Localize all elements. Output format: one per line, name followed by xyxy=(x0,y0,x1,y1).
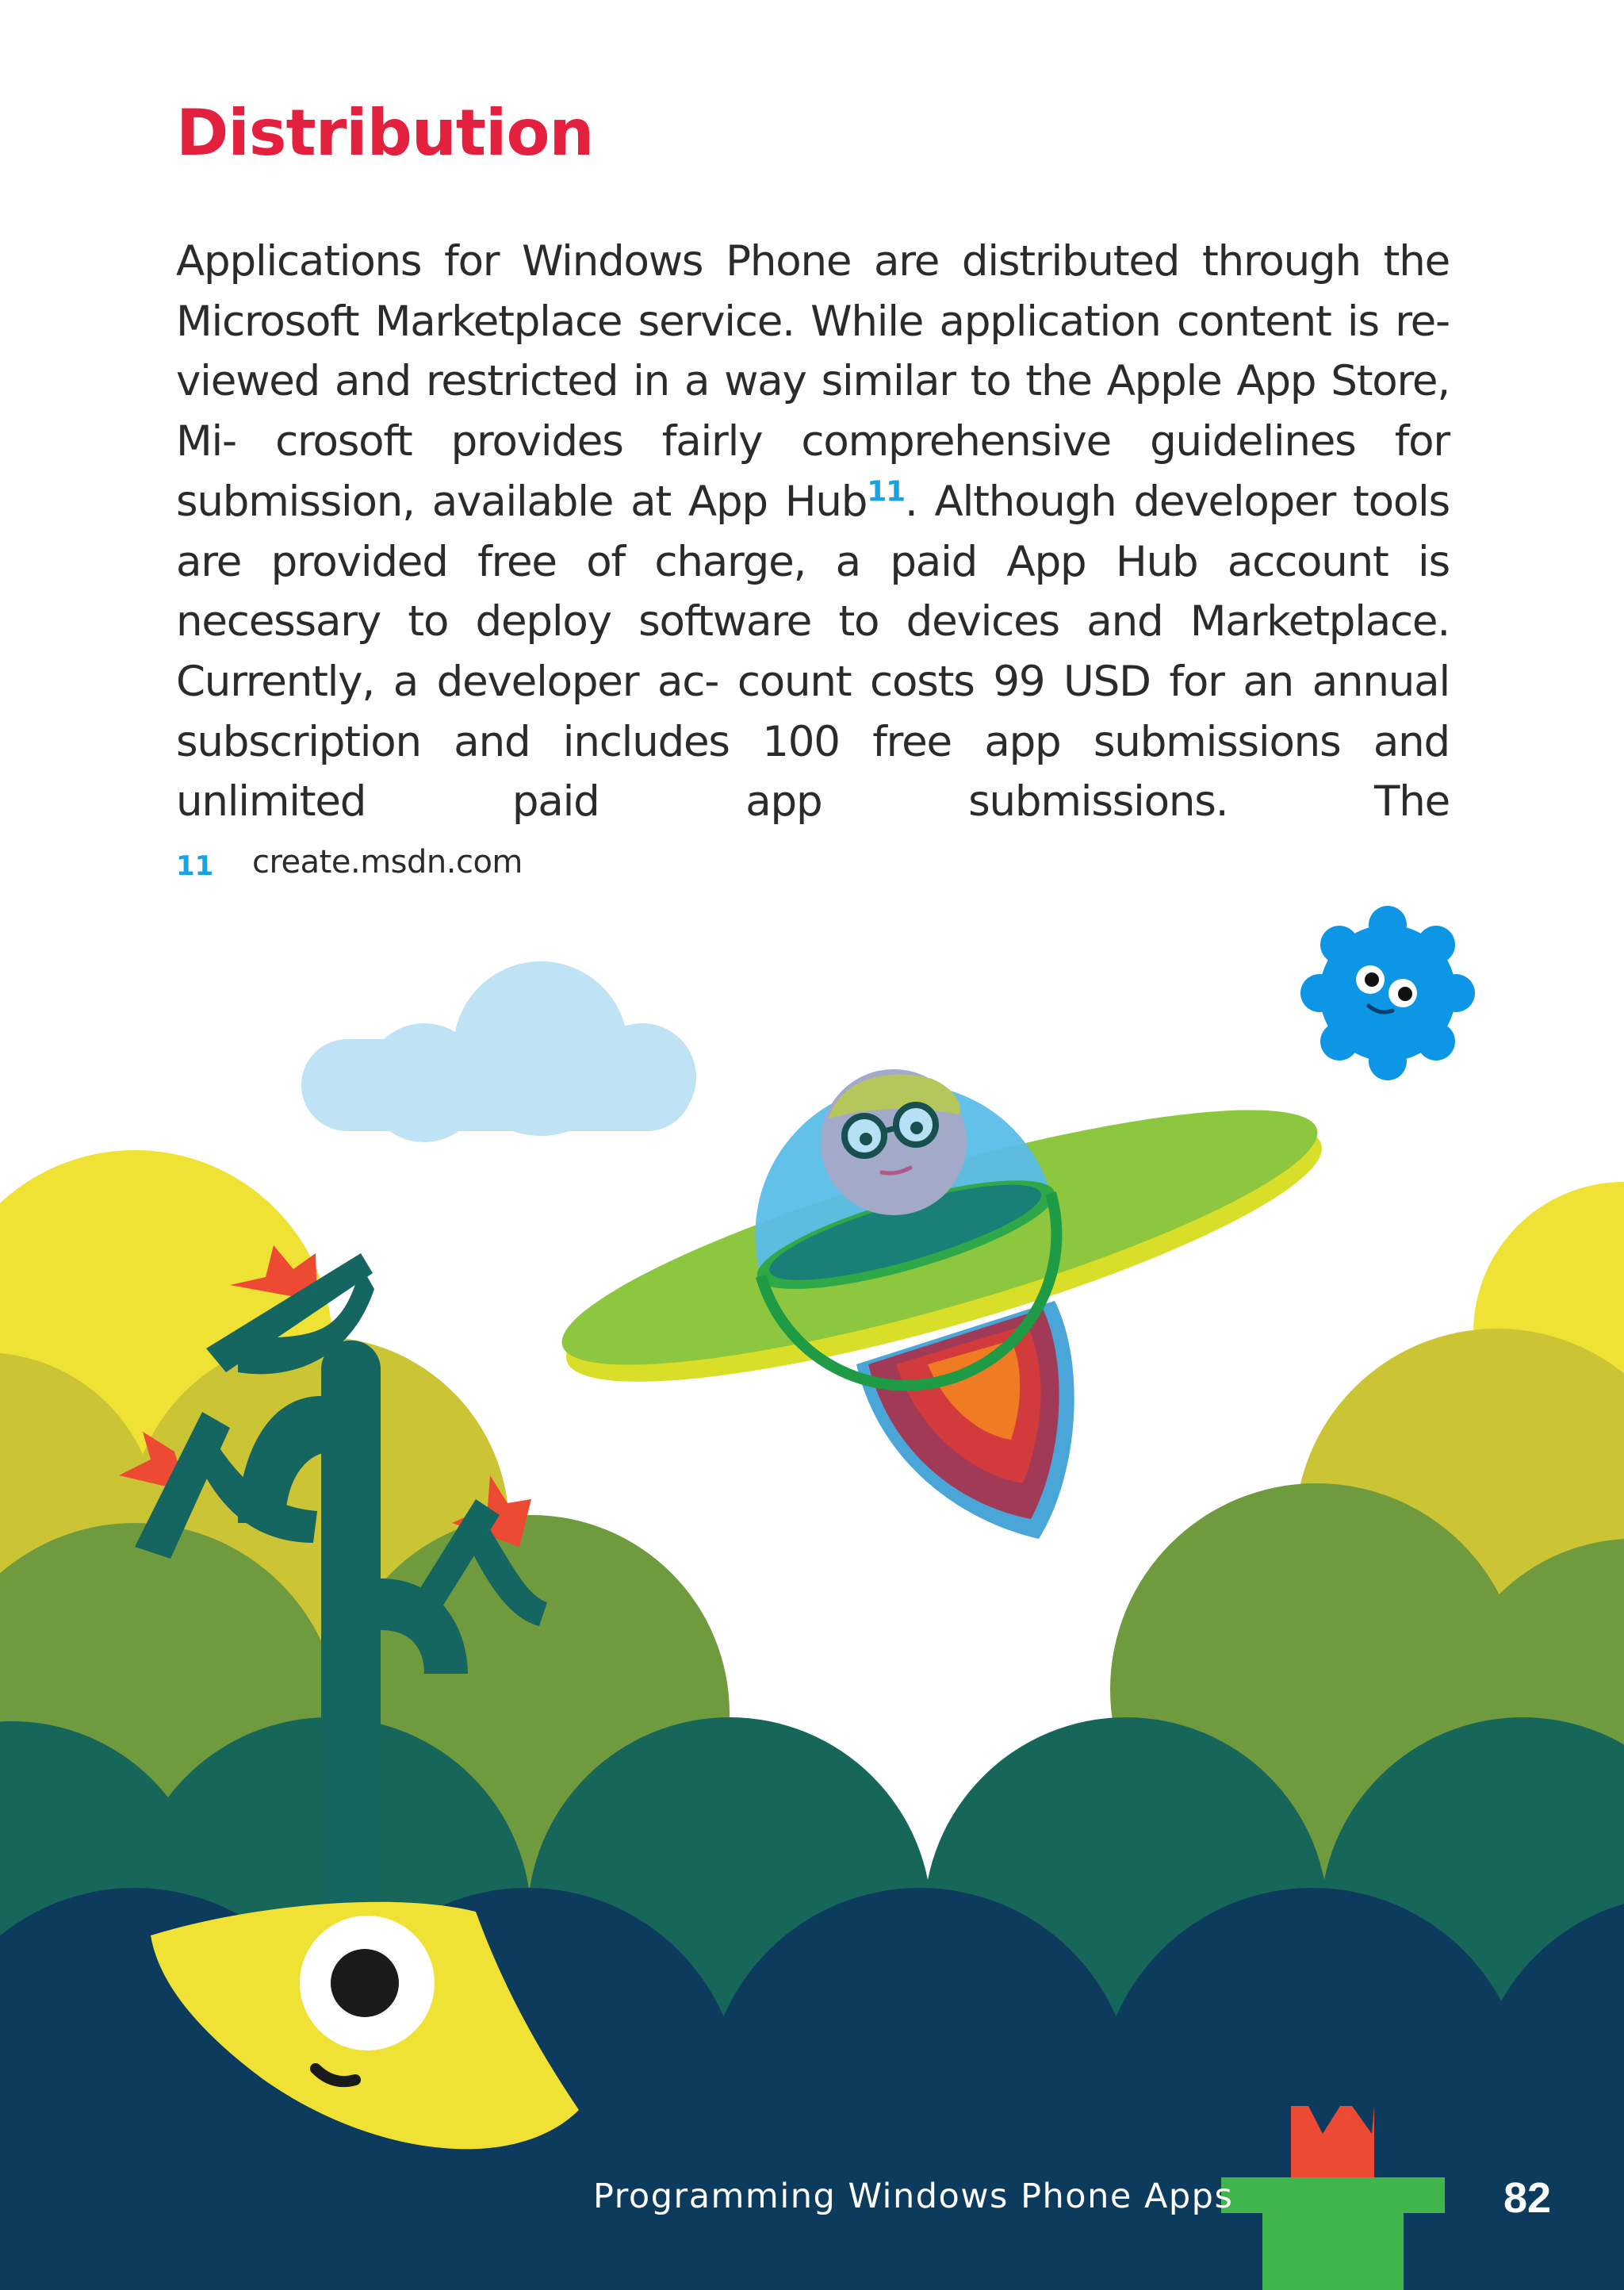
space-illustration xyxy=(0,873,1624,2290)
fuzzy-blue-creature-icon xyxy=(1300,906,1475,1080)
footnote-link[interactable]: create.msdn.com xyxy=(252,844,523,880)
alien-pilot-icon xyxy=(821,1069,967,1215)
page-heading: Distribution xyxy=(176,96,594,170)
body-text-part-2: . Although developer tools are provided free of charge, a paid App Hub account is necessary to deploy software to devices and Marketplace. Currently, a developer ac- count costs 99 USD for an annual subscription and includes 100 free app submissions and unlimited paid app submissions. The xyxy=(176,477,1450,827)
footnote-reference[interactable]: 11 xyxy=(867,475,905,508)
body-text-part-1: Applications for Windows Phone are distributed through the Microsoft Marketplace service. While application content is re- viewed and restricted in a way similar to the Apple App Store, Mi- crosoft provides fairly comprehensive guidelines for submission, available at App Hub xyxy=(176,237,1450,526)
body-paragraph xyxy=(176,232,1450,832)
cloud-icon xyxy=(301,961,696,1142)
running-title: Programming Windows Phone Apps xyxy=(593,2177,1234,2216)
page-number: 82 xyxy=(1503,2174,1552,2222)
footnote-number: 11 xyxy=(176,850,214,882)
